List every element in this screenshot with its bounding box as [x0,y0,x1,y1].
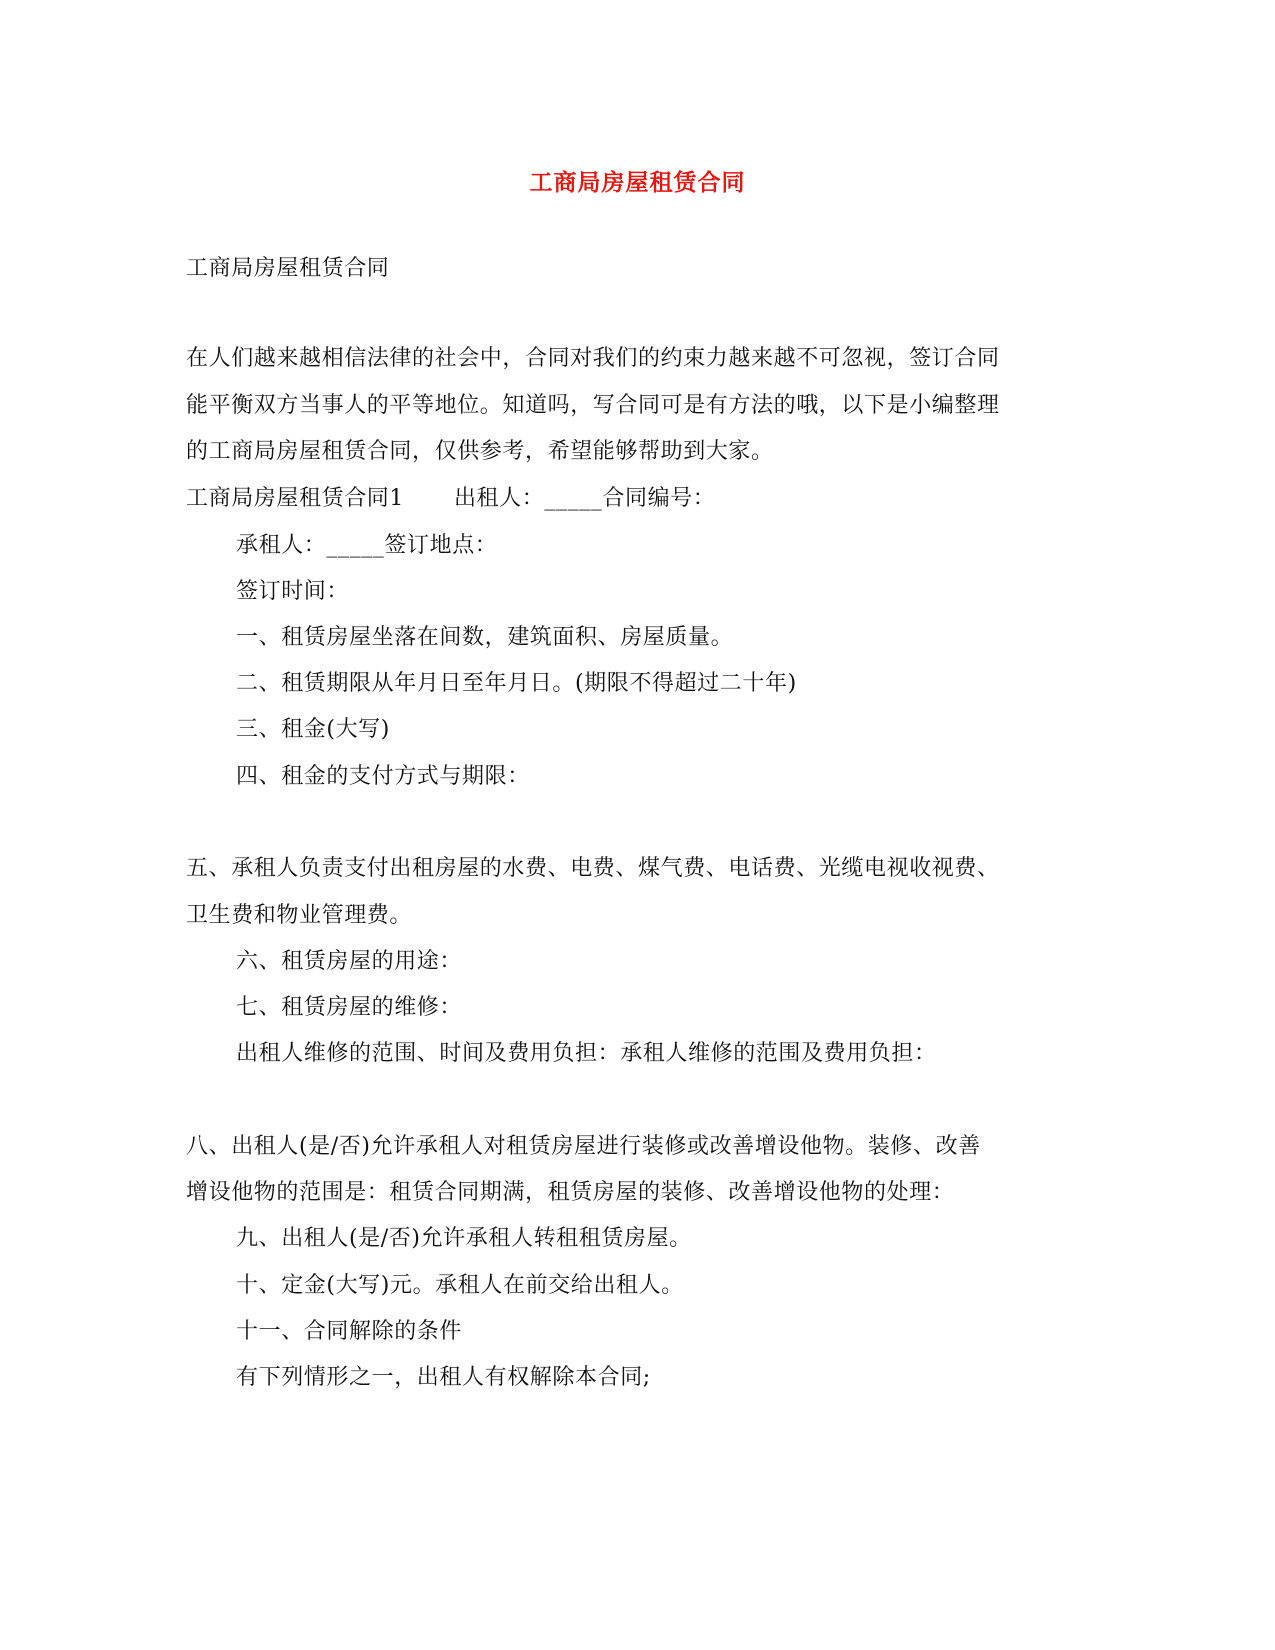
document-title: 工商局房屋租赁合同 [529,169,746,196]
contract-heading-row [186,484,715,514]
clause-8-line-1: 八、出租人(是/否)允许承租人对租赁房屋进行装修或改善增设他物。装修、改善 [186,1134,981,1159]
lessee-line: 承租人：_____签订地点： [236,533,498,558]
sign-time-line: 签订时间： [236,579,350,604]
contract-heading: 工商局房屋租赁合同1 [186,486,404,511]
clause-4: 四、租金的支付方式与期限： [236,764,530,789]
intro-line-3: 的工商局房屋租赁合同，仅供参考，希望能够帮助到大家。 [186,439,774,464]
clause-10: 十、定金(大写)元。承租人在前交给出租人。 [236,1273,684,1298]
clause-3: 三、租金(大写) [236,717,390,742]
intro-line-1: 在人们越来越相信法律的社会中，合同对我们的约束力越来越不可忽视，签订合同 [186,346,1000,371]
clause-6: 六、租赁房屋的用途： [236,949,463,974]
clause-5-line-1: 五、承租人负责支付出租房屋的水费、电费、煤气费、电话费、光缆电视收视费、 [186,856,1000,881]
clause-1: 一、租赁房屋坐落在间数，建筑面积、房屋质量。 [236,625,734,650]
clause-11-detail: 有下列情形之一，出租人有权解除本合同; [236,1365,651,1390]
clause-7-detail: 出租人维修的范围、时间及费用负担：承租人维修的范围及费用负担： [236,1041,937,1066]
clause-7: 七、租赁房屋的维修： [236,995,463,1020]
clause-11: 十一、合同解除的条件 [236,1319,463,1344]
clause-2: 二、租赁期限从年月日至年月日。(期限不得超过二十年) [236,671,797,696]
clause-9: 九、出租人(是/否)允许承租人转租租赁房屋。 [236,1226,692,1251]
document-subtitle: 工商局房屋租赁合同 [186,256,390,281]
intro-line-2: 能平衡双方当事人的平等地位。知道吗，写合同可是有方法的哦，以下是小编整理 [186,393,1000,418]
clause-8-line-2: 增设他物的范围是：租赁合同期满，租赁房屋的装修、改善增设他物的处理： [186,1180,955,1205]
clause-5-line-2: 卫生费和物业管理费。 [186,903,413,928]
lessor-line: 出租人：_____合同编号： [454,486,716,511]
